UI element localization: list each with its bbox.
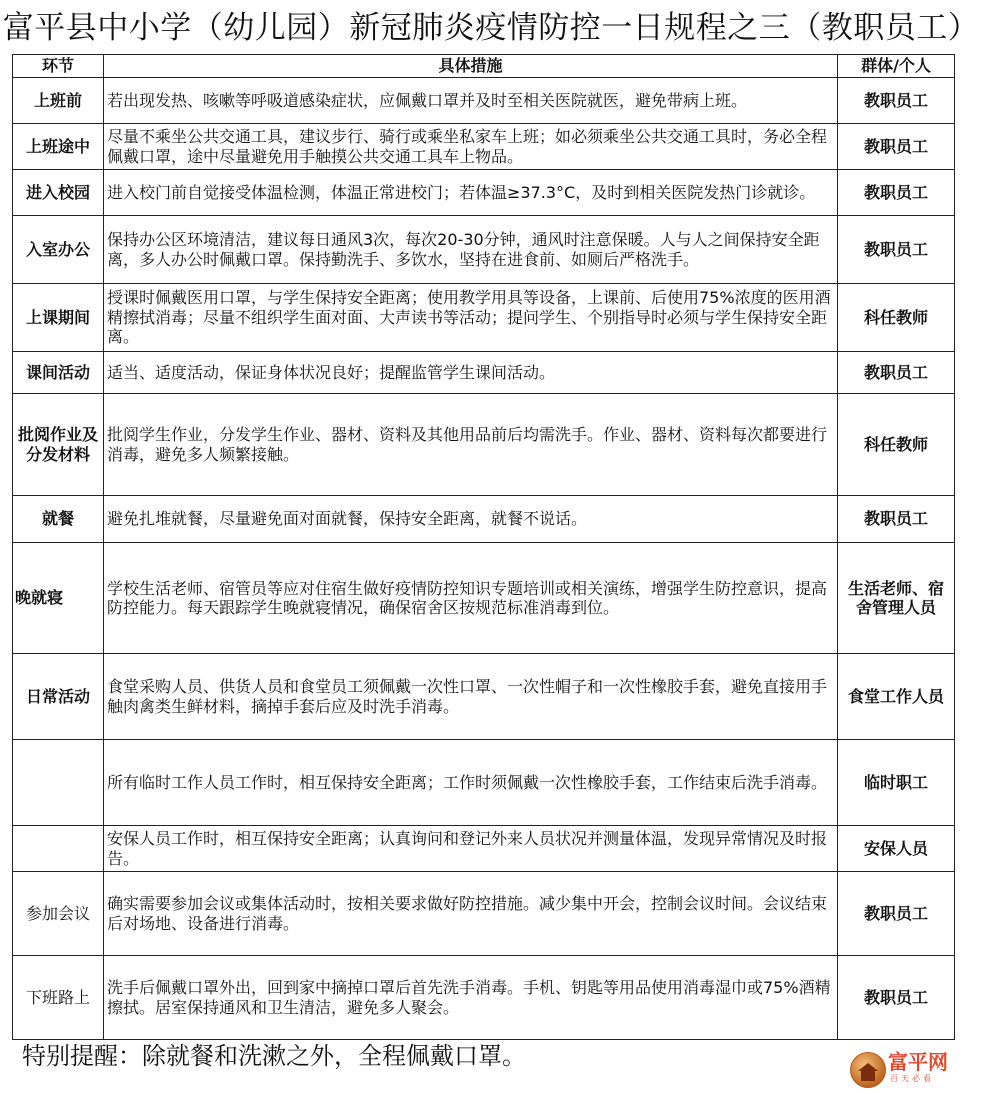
measure-cell: 食堂采购人员、供货人员和食堂员工须佩戴一次性口罩、一次性帽子和一次性橡胶手套，避免直接用手触肉禽类生鲜材料，摘掉手套后应及时洗手消毒。 xyxy=(104,654,838,740)
group-cell: 教职员工 xyxy=(838,78,955,124)
stage-cell: 就餐 xyxy=(13,496,104,543)
measure-cell: 学校生活老师、宿管员等应对住宿生做好疫情防控知识专题培训或相关演练，增强学生防控意识，提高防控能力。每天跟踪学生晚就寝情况，确保宿舍区按规范标准消毒到位。 xyxy=(104,543,838,654)
group-cell: 教职员工 xyxy=(838,496,955,543)
fuping-gate-icon xyxy=(850,1052,886,1088)
logo-tagline: 百天必看 xyxy=(890,1074,934,1083)
stage-cell xyxy=(13,740,104,826)
table-row xyxy=(13,956,955,1040)
table-row xyxy=(13,826,955,872)
group-cell: 教职员工 xyxy=(838,124,955,170)
group-cell: 食堂工作人员 xyxy=(838,654,955,740)
stage-cell: 入室办公 xyxy=(13,216,104,284)
group-cell: 科任教师 xyxy=(838,284,955,352)
site-logo xyxy=(850,1050,970,1090)
table-row xyxy=(13,352,955,394)
page-title: 富平县中小学（幼儿园）新冠肺炎疫情防控一日规程之三（教职员工） xyxy=(2,10,980,46)
measure-cell: 避免扎堆就餐，尽量避免面对面就餐，保持安全距离，就餐不说话。 xyxy=(104,496,838,543)
measure-cell: 若出现发热、咳嗽等呼吸道感染症状，应佩戴口罩并及时至相关医院就医，避免带病上班。 xyxy=(104,78,838,124)
header-stage: 环节 xyxy=(13,55,104,78)
measure-cell: 安保人员工作时，相互保持安全距离；认真询问和登记外来人员状况并测量体温，发现异常情况及时报告。 xyxy=(104,826,838,872)
measure-cell: 尽量不乘坐公共交通工具，建议步行、骑行或乘坐私家车上班；如必须乘坐公共交通工具时，务必全程佩戴口罩，途中尽量避免用手触摸公共交通工具车上物品。 xyxy=(104,124,838,170)
stage-cell: 晚就寝 xyxy=(13,543,104,654)
measure-cell: 授课时佩戴医用口罩，与学生保持安全距离；使用教学用具等设备，上课前、后使用75%浓度的医用酒精擦拭消毒；尽量不组织学生面对面、大声读书等活动；提问学生、个别指导时必须与学生保持安全距离。 xyxy=(104,284,838,352)
header-group: 群体/个人 xyxy=(838,55,955,78)
table-row xyxy=(13,216,955,284)
group-cell: 教职员工 xyxy=(838,170,955,216)
stage-cell: 批阅作业及分发材料 xyxy=(13,394,104,496)
table-row xyxy=(13,872,955,956)
table-row xyxy=(13,124,955,170)
measure-cell: 洗手后佩戴口罩外出，回到家中摘掉口罩后首先洗手消毒。手机、钥匙等用品使用消毒湿巾或75%酒精擦拭。居室保持通风和卫生清洁，避免多人聚会。 xyxy=(104,956,838,1040)
special-reminder: 特别提醒：除就餐和洗漱之外，全程佩戴口罩。 xyxy=(22,1042,526,1070)
table-row xyxy=(13,496,955,543)
table-row xyxy=(13,284,955,352)
prevention-table xyxy=(12,54,955,1040)
measure-cell: 适当、适度活动，保证身体状况良好；提醒监管学生课间活动。 xyxy=(104,352,838,394)
stage-cell: 下班路上 xyxy=(13,956,104,1040)
group-cell: 教职员工 xyxy=(838,872,955,956)
measure-cell: 批阅学生作业，分发学生作业、器材、资料及其他用品前后均需洗手。作业、器材、资料每次都要进行消毒，避免多人频繁接触。 xyxy=(104,394,838,496)
table-row xyxy=(13,654,955,740)
stage-cell: 上班前 xyxy=(13,78,104,124)
measure-cell: 保持办公区环境清洁，建议每日通风3次，每次20-30分钟，通风时注意保暖。人与人之间保持安全距离，多人办公时佩戴口罩。保持勤洗手、多饮水，坚持在进食前、如厕后严格洗手。 xyxy=(104,216,838,284)
table-row xyxy=(13,394,955,496)
group-cell: 教职员工 xyxy=(838,216,955,284)
logo-name: 富平网 xyxy=(888,1050,948,1074)
stage-cell: 进入校园 xyxy=(13,170,104,216)
group-cell: 教职员工 xyxy=(838,352,955,394)
table-row xyxy=(13,740,955,826)
group-cell: 生活老师、宿舍管理人员 xyxy=(838,543,955,654)
group-cell: 科任教师 xyxy=(838,394,955,496)
group-cell: 教职员工 xyxy=(838,956,955,1040)
stage-cell: 日常活动 xyxy=(13,654,104,740)
group-cell: 临时职工 xyxy=(838,740,955,826)
table-header-row xyxy=(13,55,955,78)
stage-cell: 课间活动 xyxy=(13,352,104,394)
group-cell: 安保人员 xyxy=(838,826,955,872)
measure-cell: 进入校门前自觉接受体温检测，体温正常进校门；若体温≥37.3°C，及时到相关医院发热门诊就诊。 xyxy=(104,170,838,216)
table-row xyxy=(13,543,955,654)
stage-cell: 参加会议 xyxy=(13,872,104,956)
table-row xyxy=(13,78,955,124)
stage-cell xyxy=(13,826,104,872)
stage-cell: 上课期间 xyxy=(13,284,104,352)
measure-cell: 所有临时工作人员工作时，相互保持安全距离；工作时须佩戴一次性橡胶手套，工作结束后洗手消毒。 xyxy=(104,740,838,826)
measure-cell: 确实需要参加会议或集体活动时，按相关要求做好防控措施。减少集中开会，控制会议时间。会议结束后对场地、设备进行消毒。 xyxy=(104,872,838,956)
header-measure: 具体措施 xyxy=(104,55,838,78)
table-row xyxy=(13,170,955,216)
stage-cell: 上班途中 xyxy=(13,124,104,170)
